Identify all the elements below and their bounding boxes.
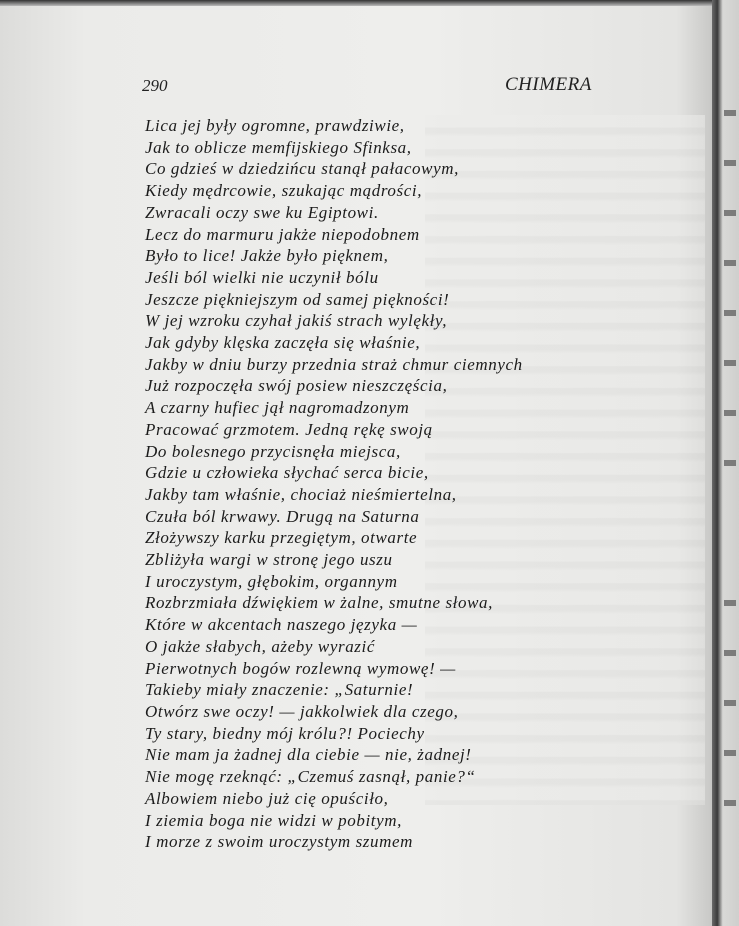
poem-line: Pracować grzmotem. Jedną rękę swoją <box>145 419 433 439</box>
poem-line: Albowiem niebo już cię opuściło, <box>145 788 389 808</box>
adjacent-page-edge <box>712 0 739 926</box>
poem-line: Ty stary, biedny mój królu?! Pociechy <box>145 723 425 743</box>
poem-line: Jak gdyby klęska zaczęła się właśnie, <box>145 333 421 353</box>
poem-line: Zbliżyła wargi w stronę jego uszu <box>145 550 393 570</box>
poem-line: Lica jej były ogromne, prawdziwie, <box>145 116 405 135</box>
poem-line: Już rozpoczęła swój posiew nieszczęścia, <box>145 376 448 396</box>
running-title: CHIMERA <box>505 74 592 95</box>
poem-line: Nie mogę rzeknąć: „Czemuś zasnął, panie?“ <box>145 767 476 787</box>
poem-line: Kiedy mędrcowie, szukając mądrości, <box>145 181 423 201</box>
poem-line: Było to lice! Jakże było pięknem, <box>145 246 389 266</box>
poem-line: Jakby w dniu burzy przednia straż chmur ciemnych <box>145 354 523 374</box>
poem-line: I uroczystym, głębokim, organnym <box>145 571 398 591</box>
poem-line: Co gdzieś w dziedzińcu stanął pałacowym, <box>145 159 459 179</box>
poem-line: Pierwotnych bogów rozlewną wymowę! — <box>145 658 456 678</box>
poem-line: Złożywszy karku przegiętym, otwarte <box>145 528 418 548</box>
poem-line: Do bolesnego przycisnęła miejsca, <box>145 441 401 461</box>
poem-line: A czarny hufiec jął nagromadzonym <box>145 398 410 418</box>
poem-line: Nie mam ja żadnej dla ciebie — nie, żadnej! <box>145 745 472 765</box>
poem-line: Otwórz swe oczy! — jakkolwiek dla czego, <box>145 701 459 721</box>
poem-line: Czuła ból krwawy. Drugą na Saturna <box>145 506 420 526</box>
poem-line: W jej wzroku czyhał jakiś strach wylękły, <box>145 311 448 331</box>
poem-line: Takieby miały znaczenie: „Saturnie! <box>145 680 414 700</box>
poem-line: Które w akcentach naszego języka — <box>145 615 418 635</box>
poem-line: Zwracali oczy swe ku Egiptowi. <box>145 202 379 222</box>
poem-line: Jakby tam właśnie, chociaż nieśmiertelna, <box>145 484 457 504</box>
poem-line: Jeśli ból wielki nie uczynił bólu <box>145 267 379 287</box>
poem-line: I morze z swoim uroczystym szumem <box>145 832 414 852</box>
poem-line: Jak to oblicze memfijskiego Sfinksa, <box>145 137 412 157</box>
poem-line: I ziemia boga nie widzi w pobitym, <box>145 810 402 830</box>
poem-line: O jakże słabych, ażeby wyrazić <box>145 636 375 656</box>
poem-text <box>145 115 523 853</box>
poem-line: Rozbrzmiała dźwiękiem w żalne, smutne słowa, <box>145 593 493 613</box>
poem-line: Jeszcze piękniejszym od samej piękności! <box>145 289 450 309</box>
poem-line: Lecz do marmuru jakże niepodobnem <box>145 224 420 244</box>
poem-line: Gdzie u człowieka słychać serca bicie, <box>145 463 429 483</box>
page-number: 290 <box>142 76 168 95</box>
